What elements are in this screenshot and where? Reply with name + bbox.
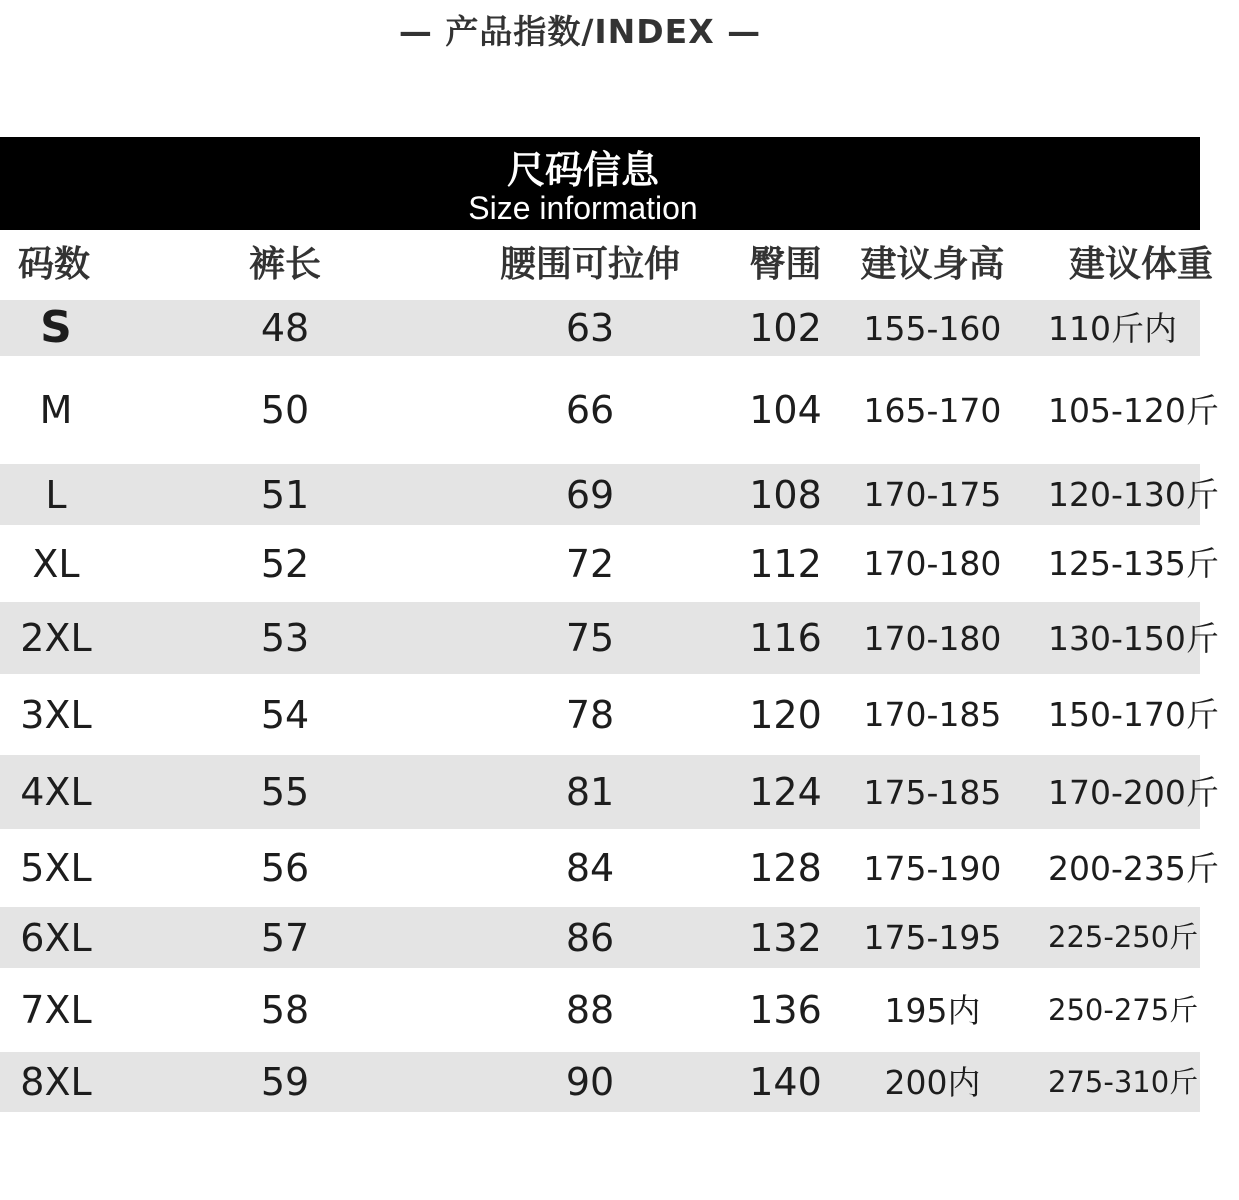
height-cell: 195内 bbox=[884, 990, 981, 1030]
size-cell: 8XL bbox=[20, 1060, 92, 1104]
height-cell: 170-180 bbox=[863, 618, 1002, 658]
hip-cell: 102 bbox=[749, 306, 822, 350]
table-row bbox=[0, 300, 1200, 356]
waist-cell: 78 bbox=[565, 692, 615, 737]
table-row bbox=[0, 674, 1219, 755]
table-row bbox=[0, 755, 1219, 829]
table-row bbox=[0, 829, 1219, 907]
height-cell: 165-170 bbox=[863, 390, 1002, 430]
table-row bbox=[0, 907, 1200, 968]
size-info-title-en: Size information bbox=[468, 190, 698, 226]
waist-cell: 69 bbox=[565, 472, 615, 517]
waist-cell: 75 bbox=[565, 616, 615, 660]
pants-length-cell: 56 bbox=[260, 846, 310, 890]
size-cell: L bbox=[45, 472, 67, 517]
hip-cell: 120 bbox=[749, 692, 822, 737]
hip-cell: 104 bbox=[749, 388, 822, 432]
height-cell: 175-195 bbox=[863, 918, 1002, 957]
waist-cell: 90 bbox=[565, 1060, 615, 1104]
index-header: — 产品指数/INDEX — bbox=[398, 12, 762, 51]
size-cell: S bbox=[40, 302, 72, 353]
hip-cell: 128 bbox=[749, 846, 822, 890]
waist-cell: 66 bbox=[565, 388, 615, 432]
height-cell: 175-190 bbox=[863, 848, 1002, 888]
height-cell: 170-180 bbox=[863, 544, 1002, 583]
waist-cell: 88 bbox=[565, 988, 615, 1032]
hip-cell: 140 bbox=[749, 1060, 822, 1104]
pants-length-cell: 48 bbox=[260, 306, 310, 350]
pants-length-cell: 54 bbox=[260, 692, 310, 737]
table-row bbox=[0, 968, 1200, 1052]
height-cell: 200内 bbox=[884, 1062, 981, 1102]
size-cell: 7XL bbox=[20, 988, 92, 1032]
hip-cell: 108 bbox=[749, 472, 822, 517]
pants-length-cell: 53 bbox=[260, 616, 310, 660]
table-row bbox=[0, 1052, 1200, 1112]
pants-length-cell: 55 bbox=[260, 770, 310, 814]
size-cell: 4XL bbox=[20, 770, 92, 814]
weight-cell: 150-170斤 bbox=[1048, 695, 1219, 734]
hip-cell: 124 bbox=[749, 770, 822, 814]
hip-cell: 136 bbox=[749, 988, 822, 1032]
size-cell: 3XL bbox=[20, 692, 92, 737]
waist-cell: 81 bbox=[565, 770, 615, 814]
size-info-title-zh: 尺码信息 bbox=[506, 148, 659, 192]
header-pants-length: 裤长 bbox=[248, 244, 321, 285]
pants-length-cell: 50 bbox=[260, 388, 310, 432]
hip-cell: 112 bbox=[749, 541, 822, 586]
height-cell: 170-175 bbox=[863, 475, 1002, 514]
table-row bbox=[0, 464, 1219, 525]
weight-cell: 125-135斤 bbox=[1048, 544, 1219, 583]
size-cell: 6XL bbox=[20, 915, 92, 960]
header-size: 码数 bbox=[18, 244, 91, 285]
header-suggested-height: 建议身高 bbox=[860, 244, 1005, 285]
table-row bbox=[0, 602, 1219, 674]
hip-cell: 132 bbox=[749, 915, 822, 960]
weight-cell: 120-130斤 bbox=[1048, 475, 1219, 514]
table-row bbox=[0, 525, 1219, 602]
weight-cell: 130-150斤 bbox=[1048, 618, 1219, 658]
weight-cell: 225-250斤 bbox=[1048, 920, 1199, 954]
header-suggested-weight: 建议体重 bbox=[1069, 244, 1214, 285]
waist-cell: 72 bbox=[565, 541, 615, 586]
size-cell: M bbox=[39, 388, 73, 432]
weight-cell: 110斤内 bbox=[1048, 308, 1177, 348]
pants-length-cell: 58 bbox=[260, 988, 310, 1032]
size-cell: 5XL bbox=[20, 846, 92, 890]
waist-cell: 84 bbox=[565, 846, 615, 890]
table-row bbox=[0, 356, 1219, 464]
pants-length-cell: 51 bbox=[260, 472, 310, 517]
header-waist-stretch: 腰围可拉伸 bbox=[499, 244, 680, 285]
size-table bbox=[0, 230, 1219, 1112]
weight-cell: 275-310斤 bbox=[1048, 1064, 1199, 1099]
height-cell: 155-160 bbox=[863, 308, 1002, 348]
weight-cell: 200-235斤 bbox=[1048, 848, 1219, 888]
size-cell: XL bbox=[32, 541, 80, 586]
pants-length-cell: 52 bbox=[260, 541, 310, 586]
pants-length-cell: 59 bbox=[260, 1060, 310, 1104]
weight-cell: 105-120斤 bbox=[1048, 390, 1219, 430]
header-row bbox=[0, 230, 1214, 300]
height-cell: 175-185 bbox=[863, 772, 1002, 812]
weight-cell: 250-275斤 bbox=[1048, 992, 1199, 1027]
size-cell: 2XL bbox=[20, 616, 92, 660]
weight-cell: 170-200斤 bbox=[1048, 772, 1219, 812]
pants-length-cell: 57 bbox=[260, 915, 310, 960]
height-cell: 170-185 bbox=[863, 695, 1002, 734]
header-hip: 臀围 bbox=[749, 244, 822, 285]
hip-cell: 116 bbox=[749, 616, 822, 660]
waist-cell: 86 bbox=[565, 915, 615, 960]
waist-cell: 63 bbox=[565, 306, 615, 350]
